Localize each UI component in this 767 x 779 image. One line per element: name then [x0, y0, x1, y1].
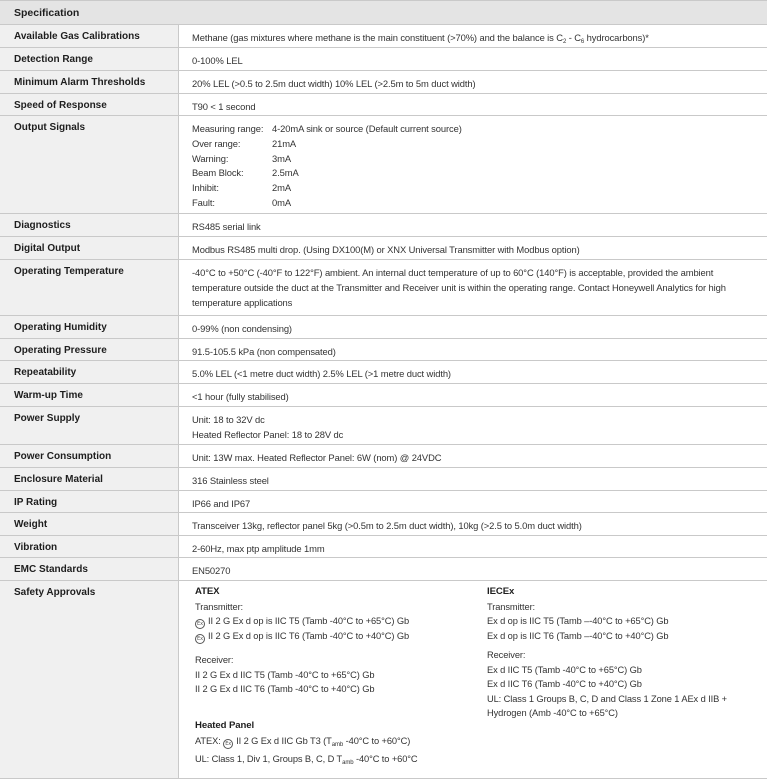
- list-item: Warning: 3mA: [192, 152, 291, 164]
- heated-panel-block: Heated Panel ATEX: Ex II 2 G Ex d IIC Gb T3 ($T_{amb}$ -40°C to +60°C) UL: Class 1, Div 1, Groups B, C, D $T_{amb}$ -40°C to +60°C: [195, 720, 418, 766]
- row-label: Output Signals: [0, 116, 179, 213]
- table-row: [0, 71, 767, 94]
- row-value: 0-99% (non condensing): [192, 323, 292, 334]
- iecex-block: IECEx Transmitter: Ex d op is IIC T5 (Tamb –-40°C to +65°C) Gb Ex d op is IIC T6 (Tamb –-40°C to +40°C) Gb Receiver: Ex d IIC T5 (Tamb -40°C to +65°C) Gb Ex d IIC T6 (Tamb -40°C to +40°C) Gb UL: Class 1 Groups B, C, D and Class 1 Zone 1 AEx d IIB + Hydrogen (Amb -40°C to +65°C): [487, 586, 728, 718]
- row-label: Speed of Response: [0, 94, 179, 115]
- row-label: Operating Pressure: [0, 339, 179, 360]
- row-value: 20% LEL (>0.5 to 2.5m duct width) 10% LEL (>2.5m to 5m duct width): [192, 78, 476, 89]
- table-row: [0, 48, 767, 71]
- row-value: 5.0% LEL (<1 metre duct width) 2.5% LEL (>1 metre duct width): [192, 368, 451, 379]
- table-row: [0, 214, 767, 237]
- row-value: Modbus RS485 multi drop. (Using DX100(M) or XNX Universal Transmitter with Modbus option): [192, 244, 580, 255]
- row-label: Operating Humidity: [0, 316, 179, 338]
- list-item: Inhibit: 2mA: [192, 182, 291, 194]
- row-label: Digital Output: [0, 237, 179, 259]
- table-row: [0, 237, 767, 260]
- table-header: Specification: [0, 1, 767, 25]
- list-item: Measuring range: 4-20mA sink or source (Default current source): [192, 123, 462, 134]
- table-row: [0, 513, 767, 536]
- row-label: Vibration: [0, 536, 179, 557]
- row-label: Power Supply: [0, 407, 179, 444]
- row-label: Weight: [0, 513, 179, 535]
- table-row: [0, 407, 767, 445]
- ex-mark-icon: Ex: [223, 739, 233, 749]
- row-label: Detection Range: [0, 48, 179, 70]
- row-label: Operating Temperature: [0, 260, 179, 315]
- row-label: IP Rating: [0, 491, 179, 512]
- row-value: Unit: 18 to 32V dc Heated Reflector Panel: 18 to 28V dc: [192, 414, 344, 440]
- table-row: [0, 361, 767, 384]
- table-row: [0, 116, 767, 214]
- ex-mark-icon: Ex: [195, 619, 205, 629]
- row-label: Safety Approvals: [0, 581, 179, 778]
- row-label: Diagnostics: [0, 214, 179, 236]
- safety-approvals: [179, 581, 767, 771]
- row-value: T90 < 1 second: [192, 101, 256, 112]
- row-label: Warm-up Time: [0, 384, 179, 406]
- row-value: Unit: 13W max. Heated Reflector Panel: 6W (nom) @ 24VDC: [192, 452, 442, 463]
- row-value: EN50270: [192, 565, 231, 576]
- row-value: -40°C to +50°C (-40°F to 122°F) ambient. An internal duct temperature of up to 60°C (140°F) is acceptable, provided the ambient temperature outside the duct at the Transmitter and Receiver unit is within the operating range. Contact Honeywell Analytics for high temperature applications: [192, 267, 726, 308]
- row-value: 91.5-105.5 kPa (non compensated): [192, 346, 336, 357]
- table-row: [0, 316, 767, 339]
- table-row: [0, 536, 767, 558]
- list-item: Beam Block: 2.5mA: [192, 167, 299, 179]
- table-row: [0, 581, 767, 779]
- ex-mark-icon: Ex: [195, 634, 205, 644]
- list-item: Fault: 0mA: [192, 196, 291, 208]
- output-signals-list: [179, 116, 767, 213]
- table-row: [0, 260, 767, 316]
- table-row: [0, 491, 767, 513]
- table-row: [0, 94, 767, 116]
- row-label: Power Consumption: [0, 445, 179, 467]
- row-label: Available Gas Calibrations: [0, 25, 179, 47]
- atex-block: ATEX Transmitter: Ex II 2 G Ex d op is IIC T5 (Tamb -40°C to +65°C) Gb Ex II 2 G Ex d op is IIC T6 (Tamb -40°C to +40°C) Gb Receiver: II 2 G Ex d IIC T5 (Tamb -40°C to +65°C) Gb II 2 G Ex d IIC T6 (Tamb -40°C to +40°C) Gb: [195, 586, 410, 694]
- table-row: [0, 339, 767, 361]
- row-label: Enclosure Material: [0, 468, 179, 490]
- row-value: 0-100% LEL: [192, 55, 243, 66]
- row-label: EMC Standards: [0, 558, 179, 580]
- row-value: RS485 serial link: [192, 221, 261, 232]
- row-value: <1 hour (fully stabilised): [192, 391, 289, 402]
- table-row: [0, 25, 767, 48]
- table-row: [0, 445, 767, 468]
- row-value: Transceiver 13kg, reflector panel 5kg (>0.5m to 2.5m duct width), 10kg (>2.5 to 5.0m duct width): [192, 520, 582, 531]
- row-value: Methane (gas mixtures where methane is the main constituent (>70%) and the balance is $C_2 - C_6$ hydrocarbons)*: [192, 32, 649, 45]
- row-value: 2-60Hz, max ptp amplitude 1mm: [192, 543, 325, 554]
- list-item: Over range: 21mA: [192, 137, 297, 149]
- table-row: [0, 558, 767, 581]
- row-value: 316 Stainless steel: [192, 475, 269, 486]
- table-row: [0, 468, 767, 491]
- row-label: Minimum Alarm Thresholds: [0, 71, 179, 93]
- row-value: IP66 and IP67: [192, 498, 251, 509]
- row-label: Repeatability: [0, 361, 179, 383]
- table-row: [0, 384, 767, 407]
